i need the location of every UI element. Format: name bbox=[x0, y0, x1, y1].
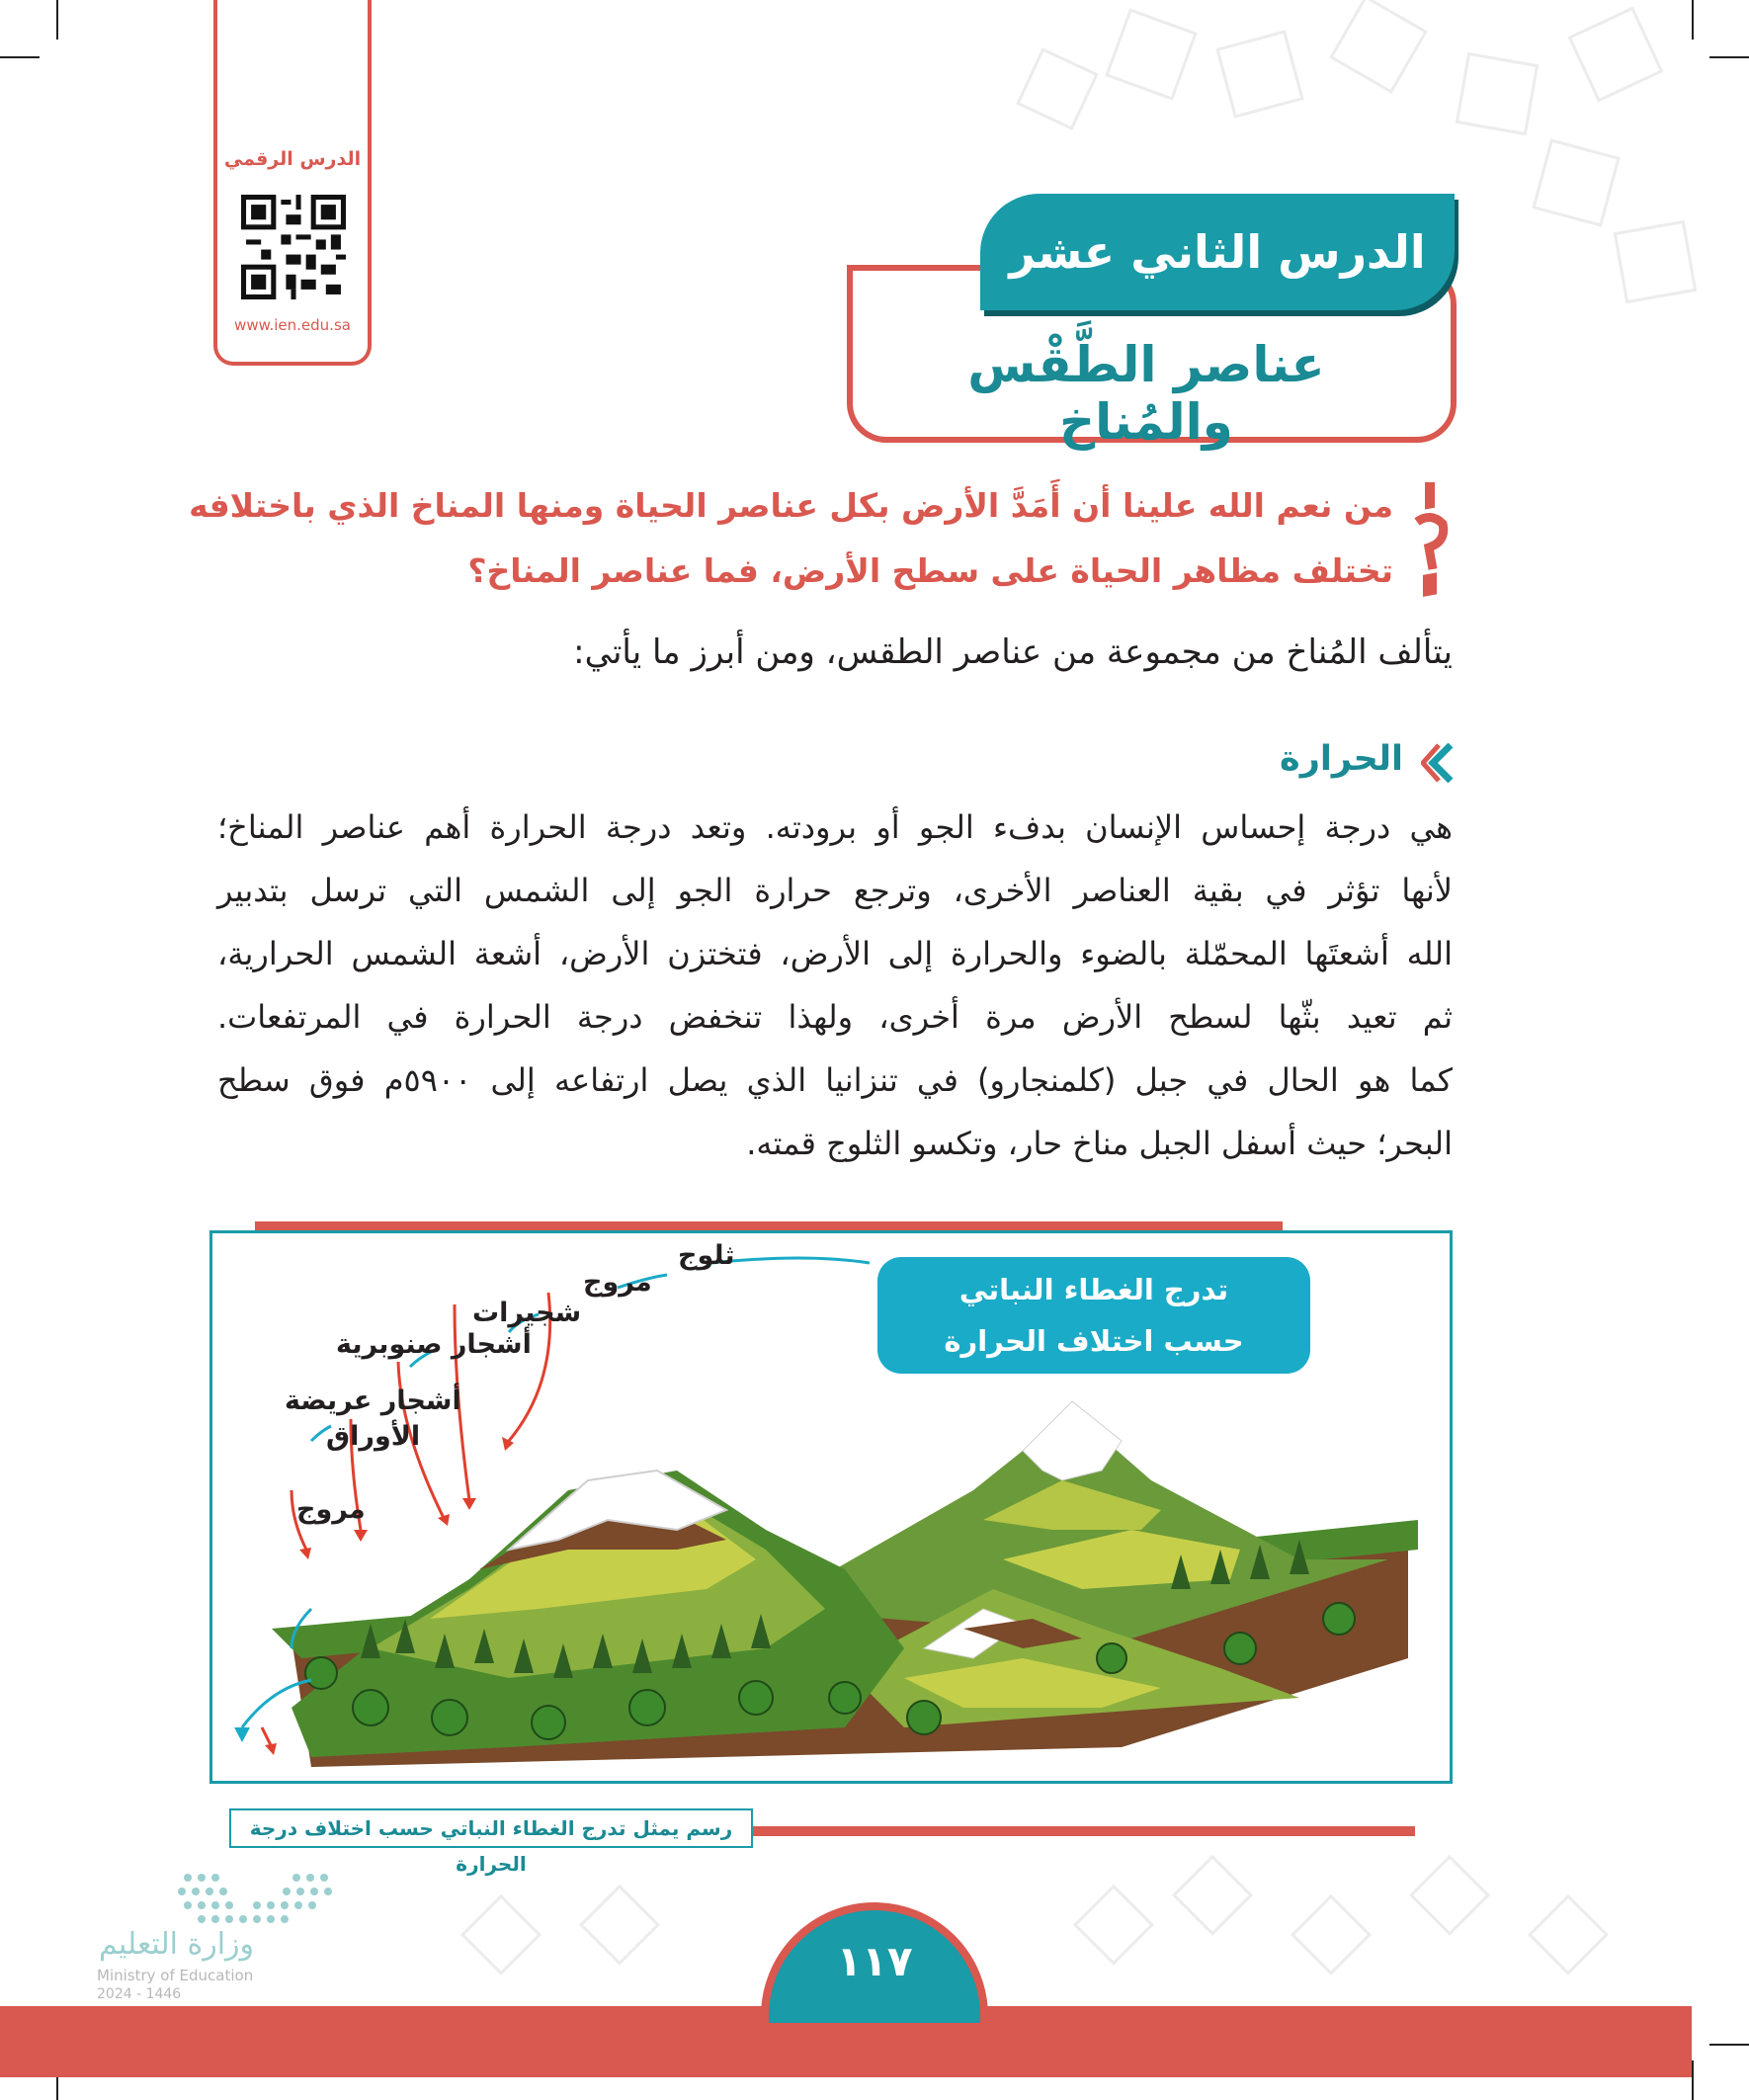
page-number: ١١٧ bbox=[836, 1937, 913, 1985]
lesson-title: عناصر الطَّقْس والمُناخ bbox=[967, 336, 1325, 451]
paragraph-line: البحر؛ حيث أسفل الجبل مناخ حار، وتكسو الثلوج قمته. bbox=[746, 1125, 1453, 1162]
figure-label-line-2: حسب اختلاف الحرارة bbox=[944, 1324, 1244, 1358]
zone-label-broadleaf-2: الأوراق bbox=[326, 1421, 421, 1452]
figure-caption: رسم يمثل تدرج الغطاء النباتي حسب اختلاف درجة الحرارة bbox=[229, 1808, 753, 1848]
zone-label-conifers: أشجار صنوبرية bbox=[336, 1329, 532, 1360]
question-line-1: من نعم الله علينا أن أَمَدَّ الأرض بكل عناصر الحياة ومنها المناخ الذي باختلافه bbox=[189, 486, 1393, 525]
crop-mark bbox=[56, 0, 58, 40]
digital-lesson-label: الدرس الرقمي bbox=[223, 148, 362, 170]
crop-mark bbox=[1709, 2044, 1749, 2046]
crop-mark bbox=[1692, 0, 1694, 40]
paragraph-line: ثم تعيد بثّها لسطح الأرض مرة أخرى، ولهذا تنخفض درجة الحرارة في المرتفعات. bbox=[217, 998, 1453, 1036]
digital-lesson-box[interactable] bbox=[213, 0, 372, 366]
lesson-number-badge: الدرس الثاني عشر bbox=[980, 194, 1455, 310]
zone-label-meadows-high: مروج bbox=[583, 1267, 652, 1298]
figure-label-box bbox=[877, 1257, 1310, 1374]
intro-text: يتألف المُناخ من مجموعة من عناصر الطقس، ومن أبرز ما يأتي: bbox=[573, 632, 1453, 672]
section-title-heat: الحرارة bbox=[1280, 739, 1403, 779]
paragraph-line: هي درجة إحساس الإنسان بدفء الجو أو برودته. وتعد درجة الحرارة أهم عناصر المناخ؛ bbox=[217, 808, 1453, 846]
qr-url[interactable]: www.ien.edu.sa bbox=[234, 316, 351, 334]
crop-mark bbox=[0, 56, 40, 58]
chevron-left-icon bbox=[1421, 743, 1455, 783]
question-line-2: تختلف مظاهر الحياة على سطح الأرض، فما عناصر المناخ؟ bbox=[467, 551, 1393, 590]
zone-label-broadleaf: أشجار عريضة bbox=[285, 1386, 461, 1416]
paragraph-line: كما هو الحال في جبل (كلمنجارو) في تنزانيا الذي يصل ارتفاعه إلى ٥٩٠٠م فوق سطح bbox=[217, 1061, 1454, 1099]
ministry-name-en: Ministry of Education bbox=[97, 1967, 254, 1984]
figure-label-line-1: تدرج الغطاء النباتي bbox=[958, 1273, 1229, 1306]
question-mark-icon bbox=[1411, 482, 1451, 601]
qr-code-icon[interactable] bbox=[241, 188, 346, 306]
zone-label-snow: ثلوج bbox=[678, 1240, 735, 1271]
zone-label-meadows-low: مروج bbox=[296, 1494, 366, 1525]
zone-label-shrubs: شجيرات bbox=[472, 1298, 582, 1328]
ministry-name-ar: وزارة التعليم bbox=[99, 1927, 255, 1962]
paragraph-line: لأنها تؤثر في بقية العناصر الأخرى، وترجع حرارة الجو إلى الشمس التي ترسل بتدبير bbox=[217, 872, 1453, 909]
crop-mark bbox=[1692, 2060, 1694, 2100]
crop-mark bbox=[1709, 56, 1749, 58]
paragraph-line: الله أشعتَها المحمّلة بالضوء والحرارة إلى الأرض، فتختزن الأرض، أشعة الشمس الحرارية، bbox=[217, 935, 1453, 972]
ministry-year: 2024 - 1446 bbox=[97, 1986, 182, 2002]
